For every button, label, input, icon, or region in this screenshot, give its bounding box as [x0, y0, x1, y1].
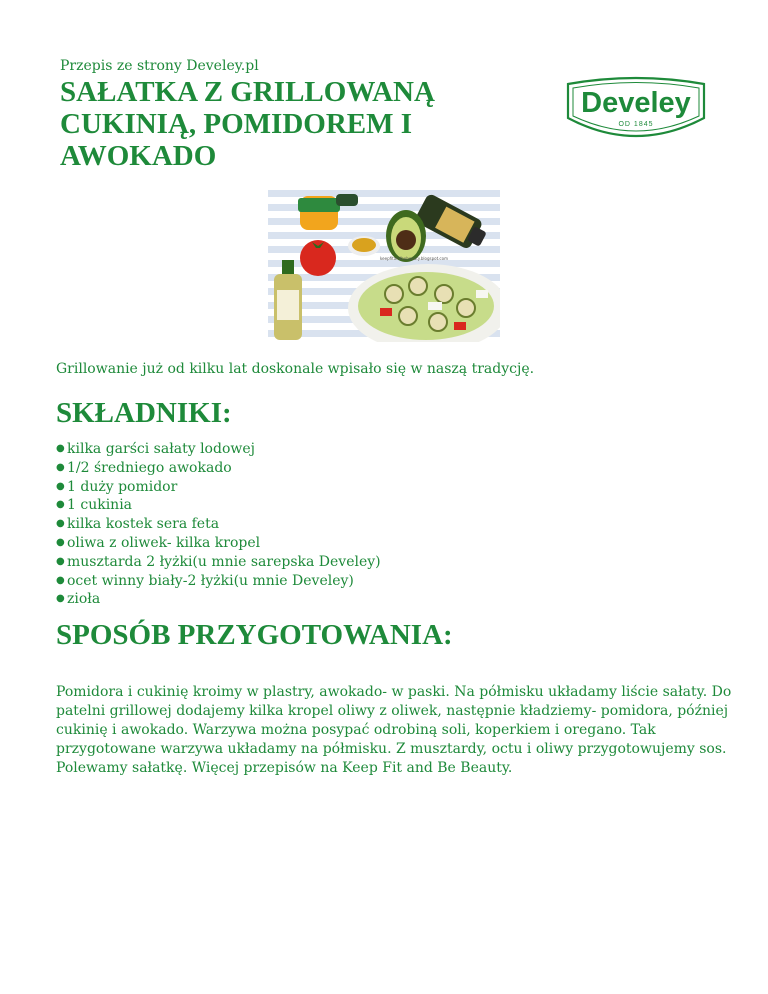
ingredient-label: 1 cukinia [67, 497, 133, 514]
ingredient-item [56, 534, 381, 553]
ingredient-item [56, 440, 381, 459]
method-heading: SPOSÓB PRZYGOTOWANIA: [56, 619, 453, 651]
develey-logo [562, 74, 710, 138]
method-text: Pomidora i cukinię kroimy w plastry, awokado- w paski. Na półmisku układamy liście sałaty. Do patelni grillowej dodajemy kilka kropel oliwy z oliwek, następnie kładziemy- pomidora, później cukinię i awokado. Warzywa można posypać odrobiną soli, koperkiem i oregano. Tak przygotowane warzywa układamy na półmisku. Z musztardy, octu i oliwy przygotowujemy sos. Polewamy sałatkę. Więcej przepisów na Keep Fit and Be Beauty. [56, 684, 732, 776]
ingredient-item [56, 459, 381, 478]
ingredient-label: ocet winny biały-2 łyżki(u mnie Develey) [67, 572, 354, 589]
ingredient-label: kilka garści sałaty lodowej [67, 441, 255, 457]
ingredient-label: 1 duży pomidor [67, 478, 178, 495]
bullet-icon: ● [56, 593, 65, 605]
bullet-icon: ● [56, 461, 65, 473]
ingredient-label: kilka kostek sera feta [67, 516, 220, 533]
bullet-icon: ● [56, 574, 65, 586]
photo-watermark: keepfitandbebeauty.blogspot.com [380, 256, 448, 261]
ingredient-item [56, 553, 381, 572]
ingredient-label: oliwa z oliwek- kilka kropel [67, 534, 261, 551]
ingredient-item [56, 478, 381, 497]
logo-brand-text: Develey [581, 87, 691, 119]
bullet-icon: ● [56, 480, 65, 492]
ingredient-item [56, 496, 381, 515]
salad-photo [268, 190, 500, 342]
logo-since-text: OD 1845 [618, 121, 654, 128]
source-line: Przepis ze strony Develey.pl [60, 58, 259, 74]
ingredients-list [56, 440, 381, 609]
ingredient-label: zioła [67, 591, 101, 608]
bullet-icon: ● [56, 499, 65, 511]
recipe-title: SAŁATKA Z GRILLOWANĄ CUKINIĄ, POMIDOREM I AWOKADO [60, 76, 435, 172]
bullet-icon: ● [56, 555, 65, 567]
ingredients-heading: SKŁADNIKI: [56, 397, 232, 429]
ingredient-label: 1/2 średniego awokado [67, 459, 232, 476]
bullet-icon: ● [56, 518, 65, 530]
intro-text: Grillowanie już od kilku lat doskonale wpisało się w naszą tradycję. [56, 361, 535, 377]
bullet-icon: ● [56, 443, 65, 454]
ingredient-item [56, 572, 381, 591]
ingredient-item [56, 590, 381, 609]
ingredient-item [56, 515, 381, 534]
ingredient-label: musztarda 2 łyżki(u mnie sarepska Develey) [67, 553, 381, 570]
bullet-icon: ● [56, 536, 65, 548]
